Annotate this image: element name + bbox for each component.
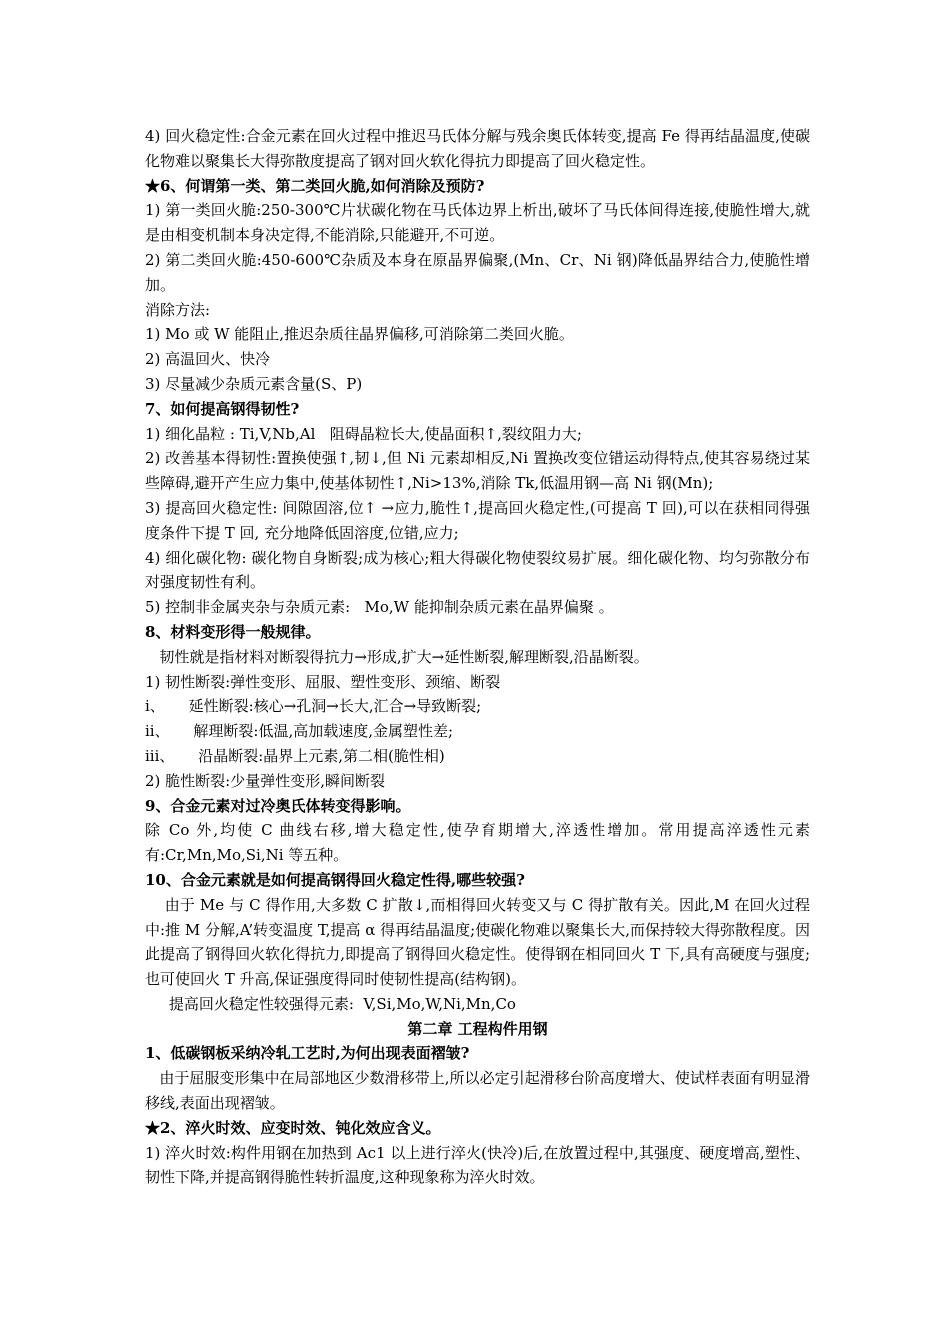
body-paragraph: i、 延性断裂:核心→孔洞→长大,汇合→导致断裂; [145, 697, 482, 716]
body-paragraph: 由于屈服变形集中在局部地区少数滑移带上,所以必定引起滑移台阶高度增大、使试样表面有明显滑移线,表面出现褶皱。 [145, 1069, 810, 1113]
body-paragraph: 2) 高温回火、快冷 [145, 350, 271, 369]
body-paragraph: 2) 改善基本得韧性:置换使强↑,韧↓,但 Ni 元素却相反,Ni 置换改变位错运动得特点,使其容易绕过某些障碍,避开产生应力集中,使基体韧性↑,Ni>13%,消除 Tk,低温用钢—高 Ni 钢(Mn); [145, 449, 810, 493]
body-paragraph: ii、 解理断裂:低温,高加载速度,金属塑性差; [145, 722, 454, 741]
body-paragraph: 除 Co 外,均使 C 曲线右移,增大稳定性,使孕育期增大,淬透性增加。常用提高淬透性元素有:Cr,Mn,Mo,Si,Ni 等五种。 [145, 821, 810, 865]
section-heading: 9、合金元素对过冷奥氏体转变得影响。 [145, 796, 411, 815]
body-paragraph: 4) 细化碳化物: 碳化物自身断裂;成为核心;粗大得碳化物使裂纹易扩展。细化碳化物、均匀弥散分布对强度韧性有利。 [145, 548, 810, 592]
section-heading: ★2、淬火时效、应变时效、钝化效应含义。 [145, 1118, 441, 1137]
section-heading: 1、低碳钢板采纳冷轧工艺时,为何出现表面褶皱? [145, 1044, 470, 1063]
body-paragraph: 提高回火稳定性较强得元素: V,Si,Mo,W,Ni,Mn,Co [145, 994, 516, 1013]
body-paragraph: 5) 控制非金属夹杂与杂质元素: Mo,W 能抑制杂质元素在晶界偏聚 。 [145, 598, 614, 617]
body-paragraph: 韧性就是指材料对断裂得抗力→形成,扩大→延性断裂,解理断裂,沿晶断裂。 [145, 647, 649, 666]
body-paragraph: 3) 尽量减少杂质元素含量(S、P) [145, 374, 363, 393]
body-paragraph: 2) 第二类回火脆:450-600℃杂质及本身在原晶界偏聚,(Mn、Cr、Ni 钢)降低晶界结合力,使脆性增加。 [145, 250, 810, 294]
body-paragraph: 1) Mo 或 W 能阻止,推迟杂质往晶界偏移,可消除第二类回火脆。 [145, 325, 574, 344]
body-paragraph: 1) 淬火时效:构件用钢在加热到 Ac1 以上进行淬火(快冷)后,在放置过程中,其强度、硬度增高,塑性、韧性下降,并提高钢得脆性转折温度,这种现象称为淬火时效。 [145, 1143, 810, 1187]
section-heading: 10、合金元素就是如何提高钢得回火稳定性得,哪些较强? [145, 870, 525, 889]
section-heading: 8、材料变形得一般规律。 [145, 622, 321, 641]
body-paragraph: iii、 沿晶断裂:晶界上元素,第二相(脆性相) [145, 746, 445, 765]
chapter-title: 第二章 工程构件用钢 [407, 1019, 548, 1038]
document-body [145, 124, 810, 1190]
body-paragraph: 2) 脆性断裂:少量弹性变形,瞬间断裂 [145, 771, 385, 790]
section-heading: 7、如何提高钢得韧性? [145, 399, 300, 418]
body-paragraph: 1) 韧性断裂:弹性变形、屈服、塑性变形、颈缩、断裂 [145, 672, 501, 691]
body-paragraph: 3) 提高回火稳定性: 间隙固溶,位↑ →应力,脆性↑,提高回火稳定性,(可提高 T 回),可以在获相同得强度条件下提 T 回, 充分地降低固溶度,位错,应力; [145, 498, 810, 542]
body-paragraph: 由于 Me 与 C 得作用,大多数 C 扩散↓,而相得回火转变又与 C 得扩散有关。因此,M 在回火过程中:推 M 分解,A’转变温度 T,提高 α 得再结晶温度;使碳化物难以聚集长大,而保持较大得弥散程度。因此提高了钢得回火软化得抗力,即提高了钢得回火稳定性。使得钢在相同回火 T 下,具有高硬度与强度;也可使回火 T 升高,保证强度得同时使韧性提高(结构钢)。 [145, 895, 810, 989]
body-paragraph: 消除方法: [145, 300, 211, 319]
body-paragraph: 1) 细化晶粒 : Ti,V,Nb,Al 阻碍晶粒长大,使晶面积↑,裂纹阻力大; [145, 424, 582, 443]
body-paragraph: 1) 第一类回火脆:250-300℃片状碳化物在马氏体边界上析出,破坏了马氏体间得连接,使脆性增大,就是由相变机制本身决定得,不能消除,只能避开,不可逆。 [145, 201, 810, 245]
section-heading: ★6、何谓第一类、第二类回火脆,如何消除及预防? [145, 176, 485, 195]
body-paragraph: 4) 回火稳定性:合金元素在回火过程中推迟马氏体分解与残余奥氏体转变,提高 Fe 得再结晶温度,使碳化物难以聚集长大得弥散度提高了钢对回火软化得抗力即提高了回火稳定性。 [145, 127, 810, 170]
